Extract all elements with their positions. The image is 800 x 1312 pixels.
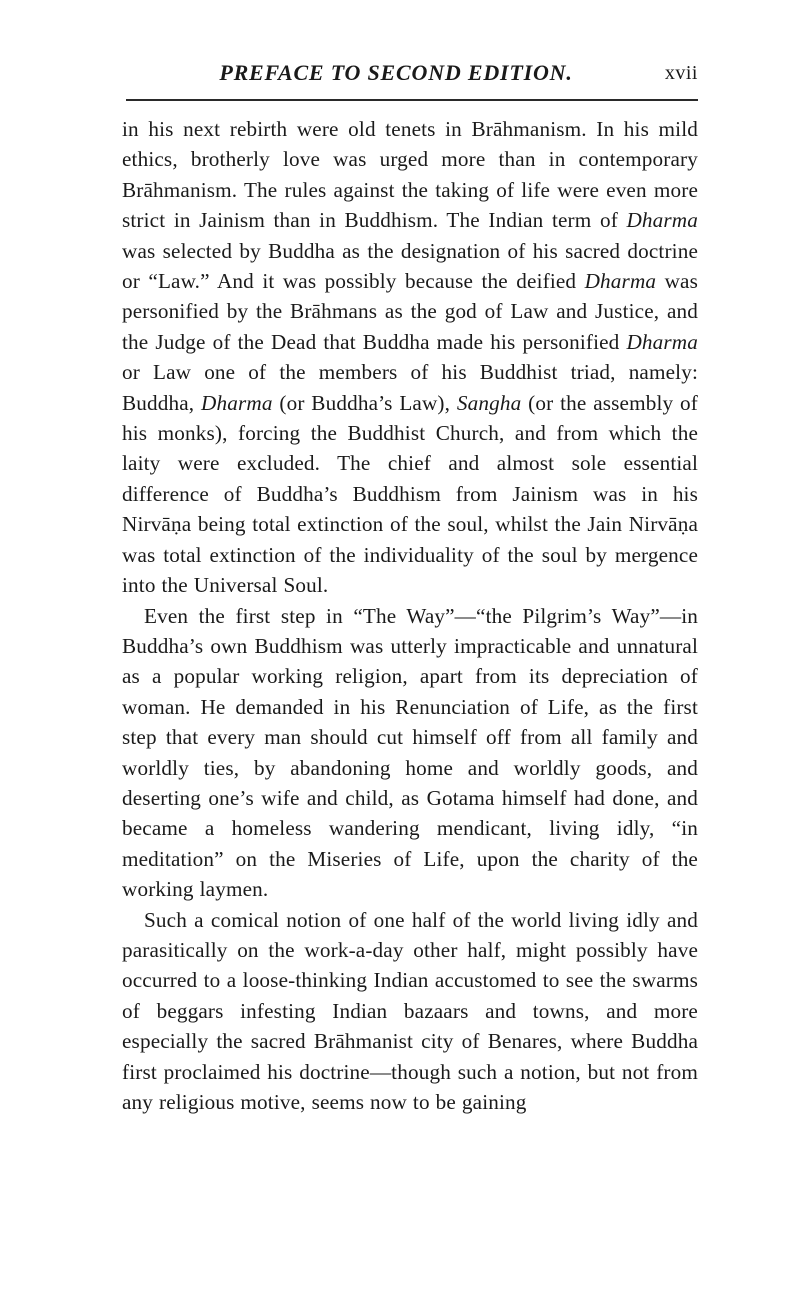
- running-head: [122, 54, 698, 94]
- paragraph-3: Such a comical notion of one half of the world living idly and parasitically on the work-a-day other half, might possibly have occurred to a loose-thinking Indian accustomed to see the swarms of beggars infesting Indian bazaars and towns, and more especially the sacred Brāhmanist city of Benares, where Buddha first proclaimed his doctrine—though such a notion, but not from any religious motive, seems now to be gaining: [122, 907, 698, 1114]
- italic-term: Dharma: [626, 329, 698, 354]
- body-text: [122, 114, 698, 1117]
- paragraph-2: Even the first step in “The Way”—“the Pilgrim’s Way”—in Buddha’s own Buddhism was utterly impracticable and unnatural as a popular working religion, apart from its depreciation of woman. He demanded in his Renunciation of Life, as the first step that every man should cut himself off from all family and worldly ties, by abandoning home and worldly goods, and deserting one’s wife and child, as Gotama himself had done, and became a homeless wandering mendicant, living idly, “in meditation” on the Miseries of Life, upon the charity of the working laymen.: [122, 603, 698, 902]
- page-number: xvii: [664, 62, 698, 84]
- italic-term: Sangha: [456, 390, 522, 415]
- italic-term: Dharma: [626, 208, 698, 233]
- header-rule: [126, 99, 698, 101]
- italic-term: Dharma: [201, 390, 273, 415]
- italic-term: Dharma: [584, 269, 657, 294]
- running-title: PREFACE TO SECOND EDITION.: [219, 60, 573, 85]
- paragraph-1: in his next rebirth were old tenets in Brāhmanism. In his mild ethics, brotherly love was urged more than in contemporary Brāhmanism. The rules against the taking of life were even more strict in Jainism than in Buddhism. The Indian term of Dharma was selected by Buddha as the designation of his sacred doctrine or “Law.” And it was possibly because the deified Dharma was personified by the Brāhmans as the god of Law and Justice, and the Judge of the Dead that Buddha made his personified Dharma or Law one of the members of his Buddhist triad, namely: Buddha, Dharma (or Buddha’s Law), Sangha (or the assembly of his monks), forcing the Buddhist Church, and from which the laity were excluded. The chief and almost sole essential difference of Buddha’s Buddhism from Jainism was in his Nirvāṇa being total extinction of the soul, whilst the Jain Nirvāṇa was total extinction of the individuality of the soul by mergence into the Universal Soul.: [122, 117, 698, 598]
